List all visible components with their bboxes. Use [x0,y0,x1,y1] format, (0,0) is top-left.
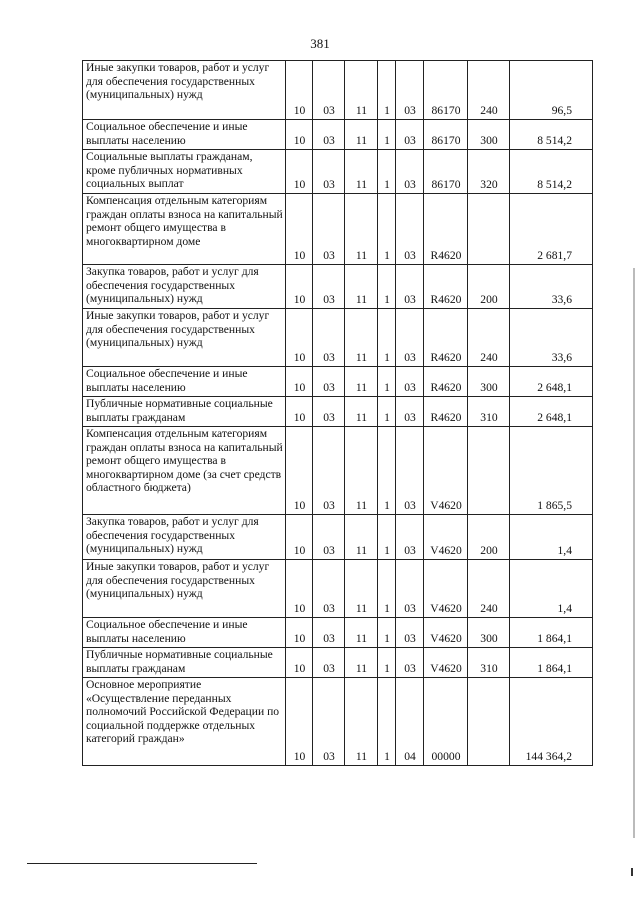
cell-razd: 03 [313,397,345,427]
table-row [83,367,593,397]
cell-p4: V4620 [424,618,468,648]
cell-p2: 1 [378,309,396,367]
cell-p4: R4620 [424,367,468,397]
cell-sum: 8 514,2 [510,150,593,194]
cell-p3: 03 [396,61,424,120]
cell-p4: 00000 [424,678,468,766]
cell-sum: 8 514,2 [510,120,593,150]
cell-ved: 10 [286,120,313,150]
cell-p2: 1 [378,120,396,150]
cell-vr: 300 [468,618,510,648]
cell-ved: 10 [286,618,313,648]
cell-ved: 10 [286,309,313,367]
cell-ved: 10 [286,194,313,265]
cell-razd: 03 [313,560,345,618]
cell-razd: 03 [313,648,345,678]
cell-p4: R4620 [424,194,468,265]
cell-razd: 03 [313,309,345,367]
cell-ved: 10 [286,427,313,515]
scan-edge-mark [633,268,635,838]
cell-p3: 03 [396,120,424,150]
cell-razd: 03 [313,678,345,766]
cell-p2: 1 [378,560,396,618]
cell-p2: 1 [378,515,396,560]
cell-p3: 04 [396,678,424,766]
cell-sum: 1 865,5 [510,427,593,515]
cell-p2: 1 [378,678,396,766]
cell-name: Иные закупки товаров, работ и услуг для обеспечения государственных (муниципальных) нужд [83,61,286,120]
cell-vr: 240 [468,560,510,618]
cell-p4: V4620 [424,515,468,560]
cell-p4: 86170 [424,61,468,120]
cell-p4: R4620 [424,309,468,367]
cell-p3: 03 [396,397,424,427]
cell-name: Публичные нормативные социальные выплаты гражданам [83,397,286,427]
cell-vr [468,427,510,515]
cell-p3: 03 [396,427,424,515]
cell-p2: 1 [378,427,396,515]
cell-name: Компенсация отдельным категориям граждан оплаты взноса на капитальный ремонт общего имущества в многоквартирном доме (за счет средств областного бюджета) [83,427,286,515]
cell-sum: 1,4 [510,560,593,618]
cell-p2: 1 [378,150,396,194]
footnote-separator [27,863,257,864]
cell-ved: 10 [286,515,313,560]
cell-ved: 10 [286,367,313,397]
cell-p1: 11 [345,515,378,560]
cell-name: Социальное обеспечение и иные выплаты населению [83,120,286,150]
table-row [83,61,593,120]
cell-ved: 10 [286,560,313,618]
cell-p3: 03 [396,309,424,367]
cell-vr: 240 [468,309,510,367]
cell-sum: 2 648,1 [510,367,593,397]
cell-vr: 240 [468,61,510,120]
cell-vr [468,194,510,265]
cell-p2: 1 [378,367,396,397]
cell-p4: R4620 [424,265,468,309]
cell-p4: 86170 [424,120,468,150]
cell-p1: 11 [345,648,378,678]
cell-sum: 1 864,1 [510,648,593,678]
cell-vr: 310 [468,397,510,427]
cell-razd: 03 [313,618,345,648]
cell-p1: 11 [345,397,378,427]
cell-name: Закупка товаров, работ и услуг для обеспечения государственных (муниципальных) нужд [83,265,286,309]
cell-razd: 03 [313,515,345,560]
cell-p3: 03 [396,618,424,648]
cell-sum: 1 864,1 [510,618,593,648]
cell-p1: 11 [345,678,378,766]
cell-razd: 03 [313,120,345,150]
cell-razd: 03 [313,427,345,515]
cell-vr: 320 [468,150,510,194]
cell-name: Публичные нормативные социальные выплаты гражданам [83,648,286,678]
cell-name: Основное мероприятие «Осуществление переданных полномочий Российской Федерации по социальной поддержке отдельных категорий граждан» [83,678,286,766]
cell-ved: 10 [286,397,313,427]
table-row [83,150,593,194]
table-row [83,194,593,265]
cell-ved: 10 [286,150,313,194]
cell-p3: 03 [396,265,424,309]
cell-p1: 11 [345,618,378,648]
cell-p3: 03 [396,515,424,560]
cell-p1: 11 [345,120,378,150]
cell-vr: 310 [468,648,510,678]
cell-p1: 11 [345,61,378,120]
cell-p3: 03 [396,194,424,265]
table-body [83,61,593,766]
table-row [83,560,593,618]
table-row [83,427,593,515]
cell-name: Иные закупки товаров, работ и услуг для обеспечения государственных (муниципальных) нужд [83,560,286,618]
table-row [83,120,593,150]
cell-p2: 1 [378,61,396,120]
scan-dot-mark [631,868,633,876]
cell-p4: V4620 [424,427,468,515]
table-row [83,309,593,367]
table-row [83,618,593,648]
cell-razd: 03 [313,194,345,265]
cell-ved: 10 [286,678,313,766]
cell-p4: R4620 [424,397,468,427]
cell-p1: 11 [345,150,378,194]
cell-razd: 03 [313,150,345,194]
table-row [83,515,593,560]
table-row [83,648,593,678]
cell-sum: 33,6 [510,309,593,367]
cell-ved: 10 [286,265,313,309]
cell-ved: 10 [286,61,313,120]
cell-p2: 1 [378,397,396,427]
cell-p4: V4620 [424,648,468,678]
cell-p4: 86170 [424,150,468,194]
cell-sum: 144 364,2 [510,678,593,766]
cell-vr [468,678,510,766]
cell-p1: 11 [345,194,378,265]
cell-vr: 200 [468,515,510,560]
cell-p1: 11 [345,427,378,515]
cell-name: Социальное обеспечение и иные выплаты населению [83,618,286,648]
cell-vr: 300 [468,120,510,150]
cell-p1: 11 [345,560,378,618]
cell-sum: 33,6 [510,265,593,309]
cell-p3: 03 [396,648,424,678]
cell-name: Социальное обеспечение и иные выплаты населению [83,367,286,397]
cell-razd: 03 [313,265,345,309]
cell-p1: 11 [345,265,378,309]
cell-p3: 03 [396,560,424,618]
cell-p3: 03 [396,367,424,397]
table-row [83,678,593,766]
cell-p1: 11 [345,367,378,397]
cell-p2: 1 [378,265,396,309]
table-row [83,265,593,309]
cell-p2: 1 [378,648,396,678]
cell-p1: 11 [345,309,378,367]
budget-table [82,60,593,766]
table-row [83,397,593,427]
cell-sum: 96,5 [510,61,593,120]
cell-name: Иные закупки товаров, работ и услуг для обеспечения государственных (муниципальных) нужд [83,309,286,367]
page-number: 381 [310,36,330,51]
cell-p4: V4620 [424,560,468,618]
cell-p2: 1 [378,194,396,265]
cell-sum: 1,4 [510,515,593,560]
cell-p3: 03 [396,150,424,194]
cell-name: Компенсация отдельным категориям граждан оплаты взноса на капитальный ремонт общего имущества в многоквартирном доме [83,194,286,265]
cell-sum: 2 648,1 [510,397,593,427]
cell-sum: 2 681,7 [510,194,593,265]
cell-name: Социальные выплаты гражданам, кроме публичных нормативных социальных выплат [83,150,286,194]
cell-p2: 1 [378,618,396,648]
cell-vr: 300 [468,367,510,397]
cell-vr: 200 [468,265,510,309]
cell-name: Закупка товаров, работ и услуг для обеспечения государственных (муниципальных) нужд [83,515,286,560]
cell-razd: 03 [313,61,345,120]
cell-ved: 10 [286,648,313,678]
cell-razd: 03 [313,367,345,397]
